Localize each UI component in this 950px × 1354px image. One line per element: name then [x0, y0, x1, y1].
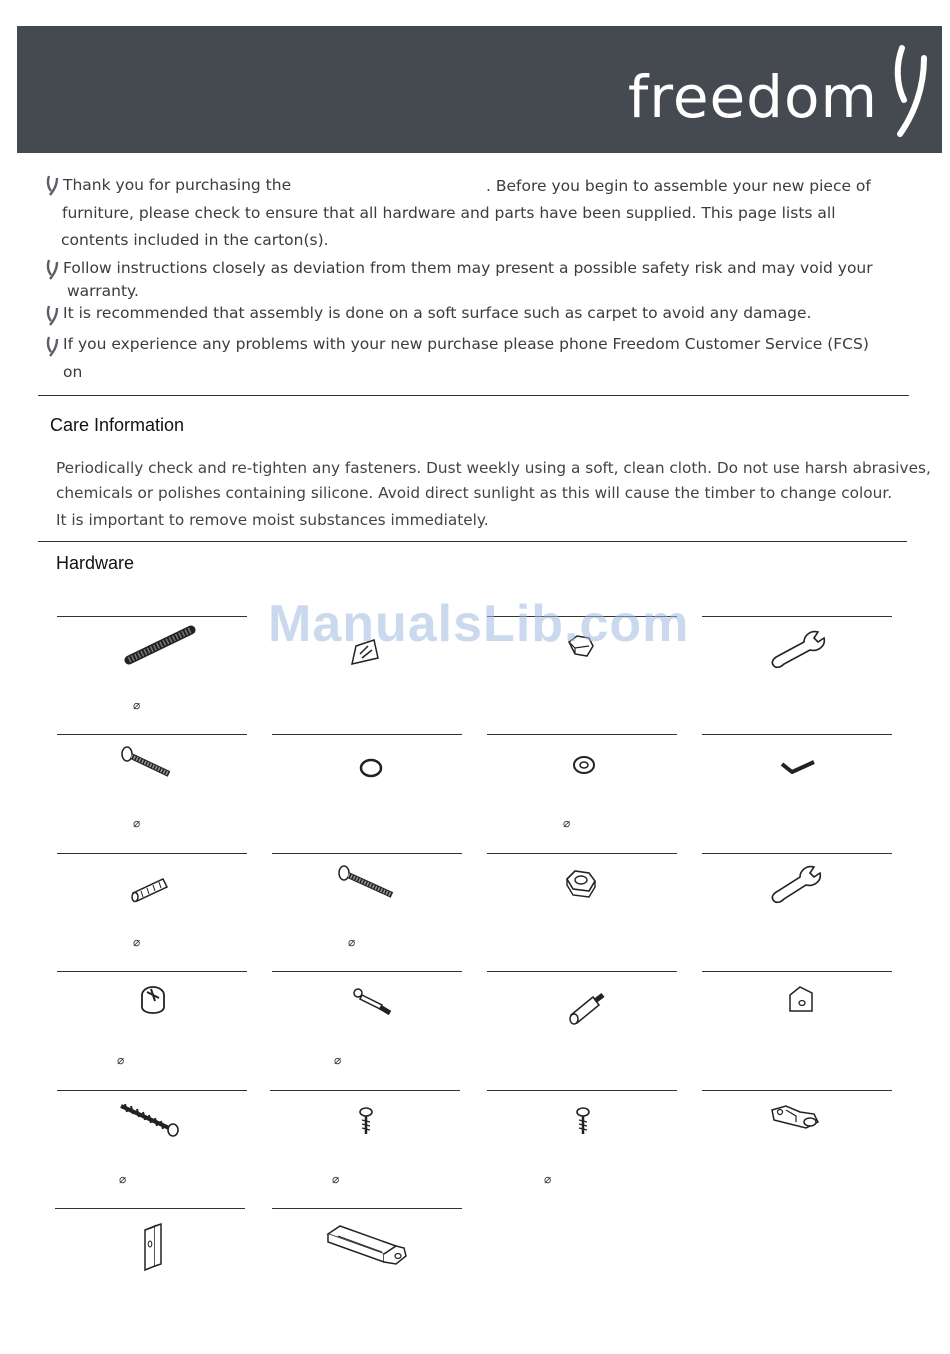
hardware-cell-9: [57, 853, 247, 971]
hardware-cell-20: [702, 1090, 892, 1208]
diameter-symbol: ⌀: [334, 1053, 342, 1067]
diameter-symbol: ⌀: [117, 1053, 125, 1067]
corner-bracket-icon: [105, 1212, 195, 1282]
diameter-symbol: ⌀: [119, 1172, 127, 1186]
short-screw-icon: [320, 1094, 410, 1154]
intro-p4-line1: If you experience any problems with your new purchase please phone Freedom Customer Service (FCS): [63, 335, 869, 353]
spanner-icon: [752, 620, 842, 680]
intro-p1-line1a: Thank you for purchasing the: [63, 176, 292, 194]
hardware-cell-6: [272, 734, 462, 852]
flat-washer-icon: [537, 738, 627, 798]
care-title: Care Information: [50, 415, 185, 435]
diameter-symbol: ⌀: [348, 935, 356, 949]
hardware-cell-19: [487, 1090, 677, 1208]
short-screw-icon: [537, 1094, 627, 1154]
hardware-cell-4: [702, 616, 892, 734]
intro-p1-line2: furniture, please check to ensure that all hardware and parts have been supplied. This page lists all: [62, 204, 836, 222]
hardware-title: Hardware: [56, 553, 135, 573]
hardware-cell-11: [487, 853, 677, 971]
hardware-cell-8: [702, 734, 892, 852]
leaf-bullet-icon: [46, 304, 61, 326]
diameter-symbol: ⌀: [133, 935, 141, 949]
hardware-cell-16: [702, 971, 892, 1089]
freedom-leaf-icon: [894, 44, 930, 140]
intro-p2-line2: warranty.: [67, 282, 139, 300]
hardware-cell-12: [702, 853, 892, 971]
washer-icon: [322, 738, 412, 798]
leaf-bullet-icon: [46, 258, 61, 280]
leaf-bullet-icon: [46, 174, 61, 196]
diameter-symbol: ⌀: [133, 816, 141, 830]
hardware-cell-21: [55, 1208, 245, 1326]
intro-p2-line1: Follow instructions closely as deviation from them may present a possible safety risk and may void your: [63, 259, 873, 277]
brand-logo-text: freedom: [627, 63, 878, 131]
diameter-symbol: ⌀: [133, 698, 141, 712]
insert-nut-icon: [537, 975, 627, 1035]
spanner-icon: [752, 857, 842, 917]
hardware-cell-18: [270, 1090, 460, 1208]
bracket-icon: [752, 975, 842, 1035]
intro-p3-line1: It is recommended that assembly is done on a soft surface such as carpet to avoid any damage.: [63, 304, 812, 322]
leaf-bullet-icon: [46, 335, 61, 357]
hardware-cell-5: [57, 734, 247, 852]
dowel-icon: [107, 857, 197, 917]
hardware-cell-1: [57, 616, 247, 734]
diameter-symbol: ⌀: [563, 816, 571, 830]
hardware-cell-14: [272, 971, 462, 1089]
section-divider: [38, 541, 907, 542]
hex-nut-icon: [537, 857, 627, 917]
magnetic-catch-icon: [322, 1212, 462, 1282]
cam-bolt-icon: [322, 975, 412, 1035]
care-line2: chemicals or polishes containing silicone. Avoid direct sunlight as this will cause the timber to change colour.: [56, 484, 893, 502]
care-line1: Periodically check and re-tighten any fasteners. Dust weekly using a soft, clean cloth. Do not use harsh abrasives,: [56, 459, 931, 477]
hardware-cell-22: [272, 1208, 462, 1326]
section-divider: [38, 395, 909, 396]
cam-lock-icon: [107, 975, 197, 1035]
diameter-symbol: ⌀: [544, 1172, 552, 1186]
bolt-icon: [107, 738, 197, 798]
watermark-text: ManualsLib.com: [268, 595, 690, 653]
hardware-cell-15: [487, 971, 677, 1089]
threaded-rod-icon: [107, 620, 197, 680]
intro-p1-line3: contents included in the carton(s).: [61, 231, 329, 249]
intro-p1-line1b: . Before you begin to assemble your new piece of: [486, 177, 871, 195]
hardware-cell-17: [57, 1090, 247, 1208]
hinge-icon: [752, 1094, 842, 1154]
allen-key-icon: [752, 738, 842, 798]
hardware-cell-7: [487, 734, 677, 852]
care-line3: It is important to remove moist substances immediately.: [56, 511, 489, 529]
diameter-symbol: ⌀: [332, 1172, 340, 1186]
long-bolt-icon: [322, 857, 412, 917]
hardware-cell-10: [272, 853, 462, 971]
intro-p4-line2: on: [63, 363, 83, 381]
hardware-cell-13: [57, 971, 247, 1089]
wood-screw-icon: [107, 1094, 197, 1154]
